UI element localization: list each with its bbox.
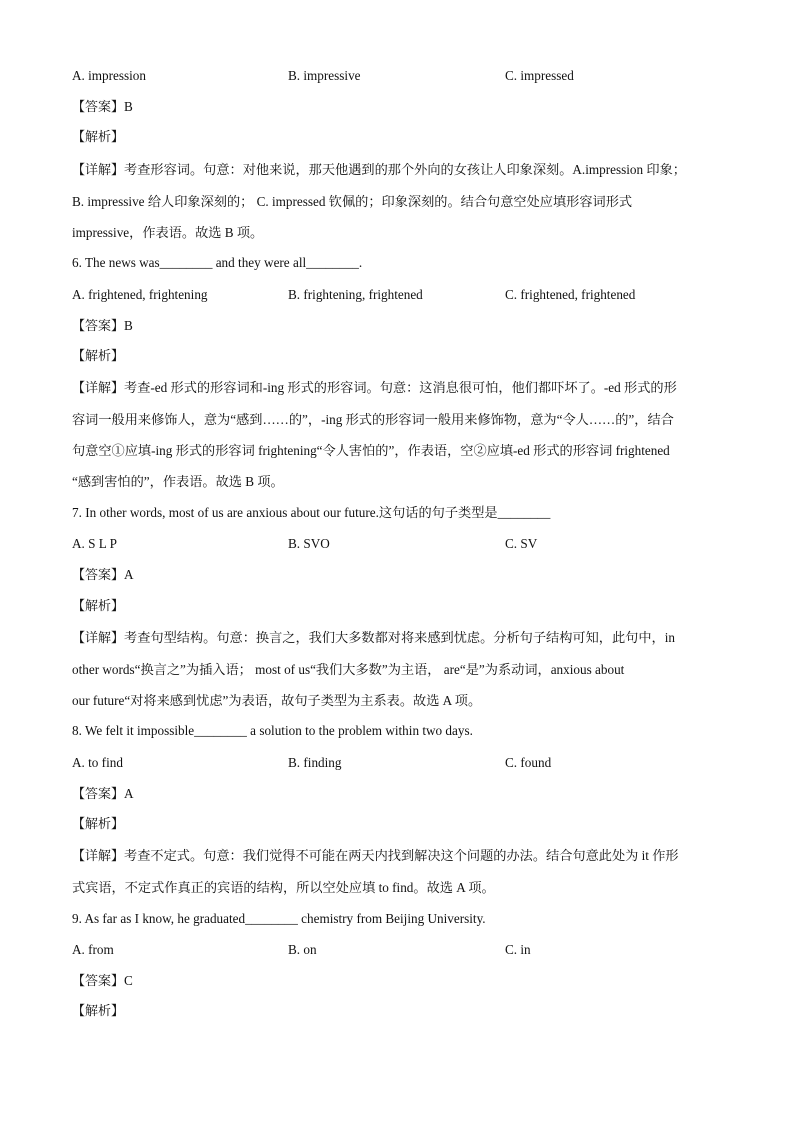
answer-value: C (124, 973, 133, 988)
answer-value: B (124, 99, 133, 114)
q7-detail (72, 622, 724, 716)
detail-line: 容词一般用来修饰人，意为“感到……的”，-ing 形式的形容词一般用来修饰物，意为“令人……的”，结合 (72, 412, 674, 427)
detail-tag: 【详解】 (72, 631, 125, 646)
q6-analysis-tag: 【解析】 (72, 349, 125, 364)
detail-line: 考查形容词。句意：对他来说，那天他遇到的那个外向的女孩让人印象深刻。A.impression 印象； (124, 162, 686, 177)
q7-option-b: B. SVO (288, 536, 330, 551)
detail-line: 式宾语，不定式作真正的宾语的结构，所以空处应填 to find。故选 A 项。 (72, 880, 495, 895)
q6-options (72, 285, 752, 305)
q9-stem: 9. As far as I know, he graduated________ chemistry from Beijing University. (72, 911, 486, 926)
answer-tag: 【答案】 (72, 319, 125, 334)
q5-option-b: B. impressive (288, 68, 361, 83)
q8-option-a: A. to find (72, 755, 123, 770)
q6-option-b: B. frightening, frightened (288, 287, 423, 302)
q6-detail (72, 372, 724, 497)
q6-option-c: C. frightened, frightened (505, 287, 636, 302)
q9-answer (72, 971, 133, 992)
q8-detail (72, 840, 724, 903)
detail-line: impressive，作表语。故选 B 项。 (72, 225, 264, 240)
detail-tag: 【详解】 (72, 163, 125, 178)
detail-line: 考查不定式。句意：我们觉得不可能在两天内找到解决这个问题的办法。结合句意此处为 it 作形 (124, 848, 679, 863)
q7-answer (72, 565, 134, 586)
q8-stem: 8. We felt it impossible________ a solution to the problem within two days. (72, 723, 473, 738)
q6-option-a: A. frightened, frightening (72, 287, 208, 302)
q7-option-c: C. SV (505, 536, 538, 551)
detail-line: our future“对将来感到忧虑”为表语，故句子类型为主系表。故选 A 项。 (72, 693, 482, 708)
answer-tag: 【答案】 (72, 787, 125, 802)
q6-stem: 6. The news was________ and they were all________. (72, 255, 363, 270)
answer-tag: 【答案】 (72, 100, 125, 115)
q5-options (72, 66, 752, 86)
detail-line: other words“换言之”为插入语； most of us“我们大多数”为主语， are“是”为系动词，anxious about (72, 662, 625, 677)
q9-options (72, 940, 752, 960)
detail-line: 考查句型结构。句意：换言之，我们大多数都对将来感到忧虑。分析句子结构可知，此句中，in (124, 630, 675, 645)
q9-option-a: A. from (72, 942, 114, 957)
q7-option-a: A. S L P (72, 536, 117, 551)
q7-stem: 7. In other words, most of us are anxious about our future.这句话的句子类型是________ (72, 505, 551, 520)
q9-option-c: C. in (505, 942, 531, 957)
q8-option-c: C. found (505, 755, 552, 770)
q8-option-b: B. finding (288, 755, 342, 770)
detail-tag: 【详解】 (72, 381, 125, 396)
answer-tag: 【答案】 (72, 974, 125, 989)
detail-line: 考查-ed 形式的形容词和-ing 形式的形容词。句意：这消息很可怕，他们都吓坏了。-ed 形式的形 (124, 380, 677, 395)
detail-tag: 【详解】 (72, 849, 125, 864)
q7-analysis-tag: 【解析】 (72, 599, 125, 614)
answer-value: A (124, 786, 134, 801)
q8-options (72, 753, 752, 773)
answer-tag: 【答案】 (72, 568, 125, 583)
q9-option-b: B. on (288, 942, 317, 957)
q5-analysis-tag: 【解析】 (72, 130, 125, 145)
q9-analysis-tag: 【解析】 (72, 1004, 125, 1019)
q5-answer (72, 97, 133, 118)
q5-option-a: A. impression (72, 68, 146, 83)
q5-option-c: C. impressed (505, 68, 574, 83)
detail-line: “感到害怕的”，作表语。故选 B 项。 (72, 474, 284, 489)
q7-options (72, 534, 752, 554)
q8-analysis-tag: 【解析】 (72, 817, 125, 832)
answer-value: A (124, 567, 134, 582)
detail-line: 句意空①应填-ing 形式的形容词 frightening“令人害怕的”，作表语，空②应填-ed 形式的形容词 frightened (72, 443, 670, 458)
answer-value: B (124, 318, 133, 333)
q6-answer (72, 316, 133, 337)
q8-answer (72, 784, 134, 805)
q5-detail (72, 154, 724, 248)
detail-line: B. impressive 给人印象深刻的； C. impressed 钦佩的；印象深刻的。结合句意空处应填形容词形式 (72, 194, 633, 209)
